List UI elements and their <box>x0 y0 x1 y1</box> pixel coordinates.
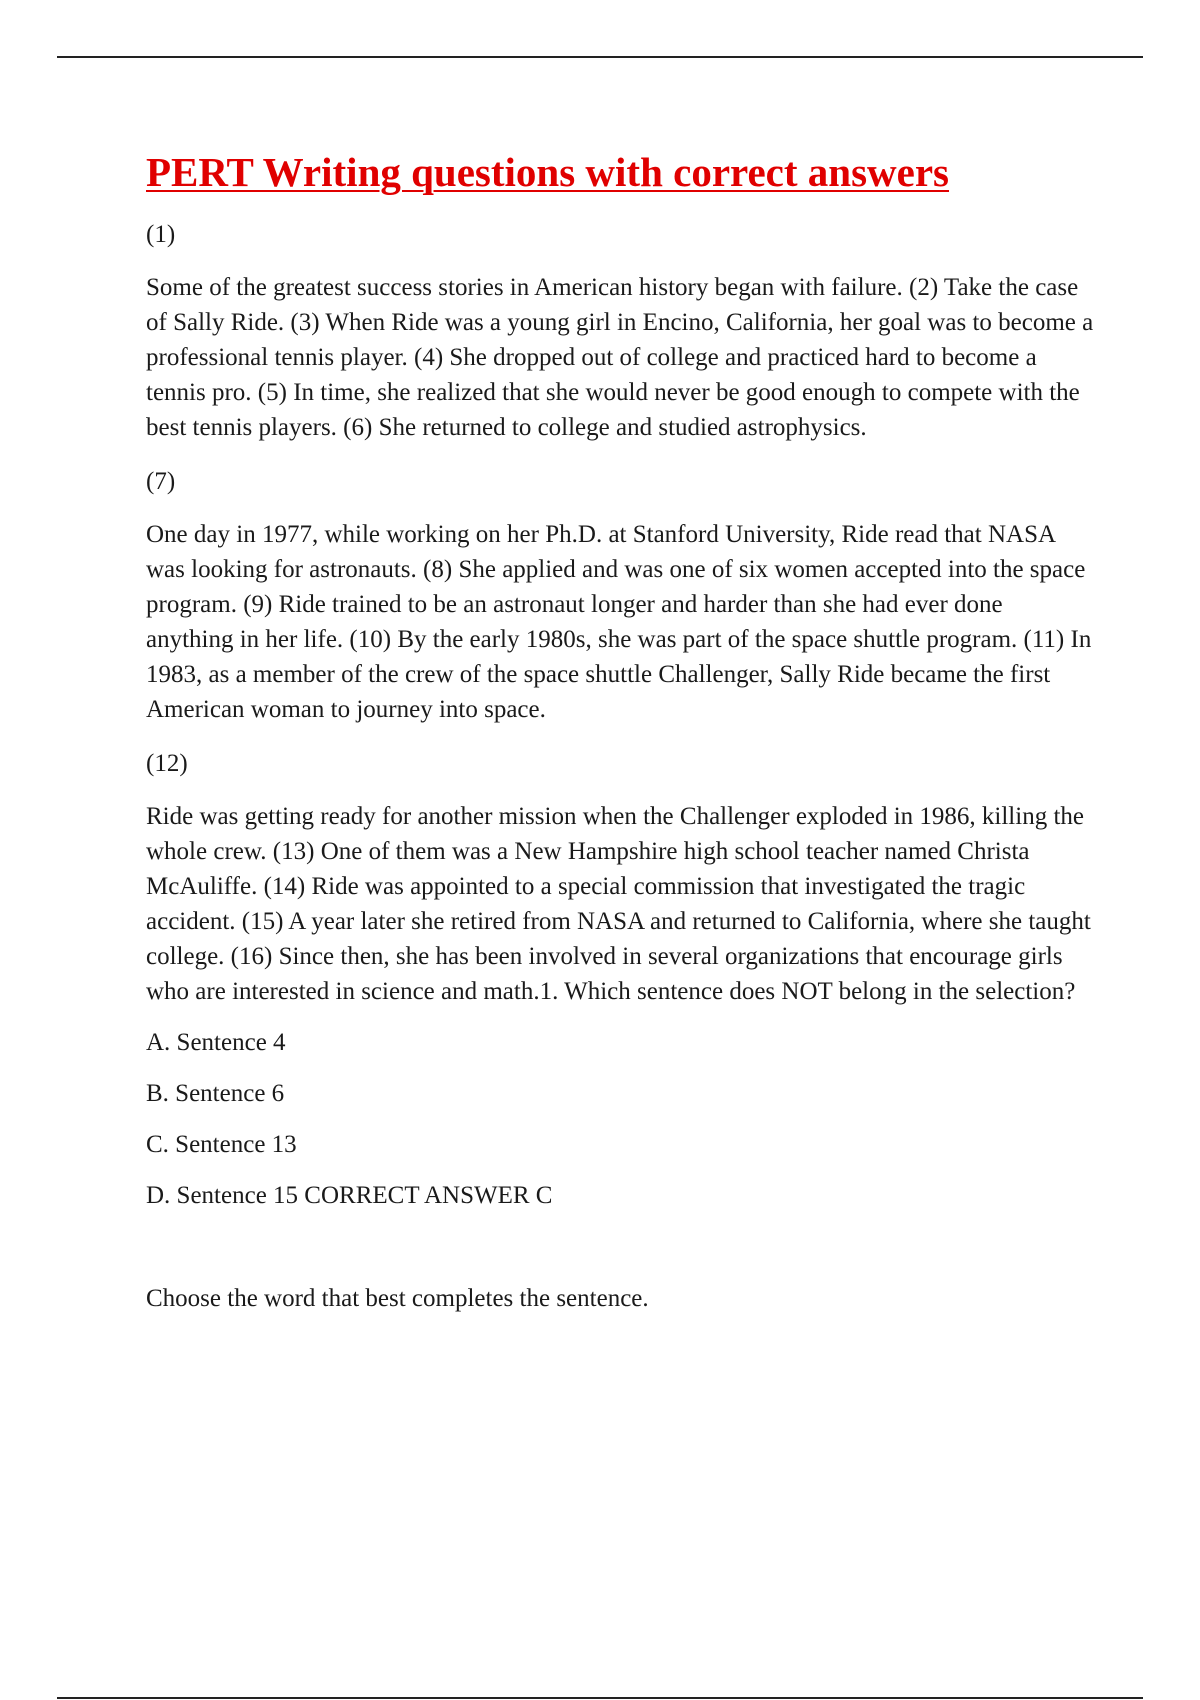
paragraph-number-2: (7) <box>146 468 176 495</box>
answer-option-d: D. Sentence 15 CORRECT ANSWER C <box>146 1182 553 1209</box>
answer-option-b: B. Sentence 6 <box>146 1080 285 1107</box>
document-body <box>146 146 1096 1316</box>
bottom-rule <box>57 1697 1143 1699</box>
next-question-prompt: Choose the word that best completes the sentence. <box>146 1285 649 1312</box>
top-rule <box>57 56 1143 58</box>
passage-paragraph-1: Some of the greatest success stories in American history began with failure. (2) Take the case of Sally Ride. (3) When Ride was a young girl in Encino, California, her goal was to become a professional tennis player. (4) She dropped out of college and practiced hard to become a tennis pro. (5) In time, she realized that she would never be good enough to compete with the best tennis players. (6) She returned to college and studied astrophysics. <box>146 274 1094 441</box>
paragraph-number-1: (1) <box>146 221 176 248</box>
answer-option-a: A. Sentence 4 <box>146 1029 286 1056</box>
passage-paragraph-2: One day in 1977, while working on her Ph.D. at Stanford University, Ride read that NASA was looking for astronauts. (8) She applied and was one of six women accepted into the space program. (9) Ride trained to be an astronaut longer and harder than she had ever done anything in her life. (10) By the early 1980s, she was part of the space shuttle program. (11) In 1983, as a member of the crew of the space shuttle Challenger, Sally Ride became the first American woman to journey into space. <box>146 521 1092 723</box>
answer-options <box>146 1025 1096 1213</box>
paragraph-number-3: (12) <box>146 750 188 777</box>
passage-paragraph-3: Ride was getting ready for another mission when the Challenger exploded in 1986, killing the whole crew. (13) One of them was a New Hampshire high school teacher named Christa McAuliffe. (14) Ride was appointed to a special commission that investigated the tragic accident. (15) A year later she retired from NASA and returned to California, where she taught college. (16) Since then, she has been involved in several organizations that encourage girls who are interested in science and math.1. Which sentence does NOT belong in the selection? <box>146 803 1091 1005</box>
answer-option-c: C. Sentence 13 <box>146 1131 297 1158</box>
document-title: PERT Writing questions with correct answers <box>146 149 950 195</box>
